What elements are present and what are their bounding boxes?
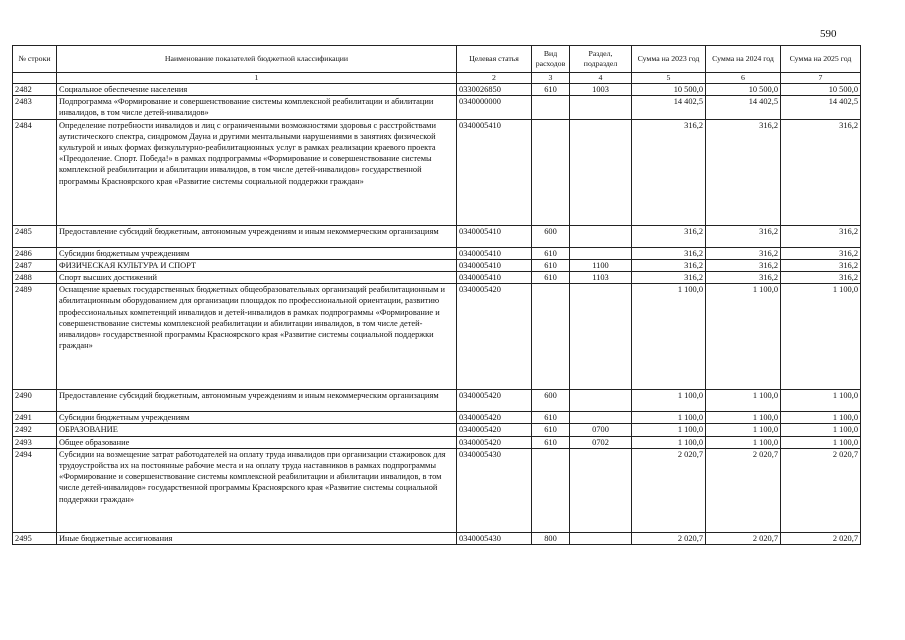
row-number-cell: 2486 [13, 247, 57, 259]
row-number-cell: 2492 [13, 424, 57, 436]
header-sum-2025: Сумма на 2025 год [781, 46, 861, 73]
row-sum-2023-cell: 1 100,0 [632, 412, 706, 424]
row-sum-2023-cell: 2 020,7 [632, 448, 706, 532]
row-section-cell: 1003 [570, 84, 632, 96]
row-target-article-cell: 0340005410 [457, 247, 532, 259]
row-sum-2025-cell: 2 020,7 [781, 448, 861, 532]
row-section-cell: 1103 [570, 272, 632, 284]
row-sum-2025-cell: 316,2 [781, 247, 861, 259]
row-name-cell: Оснащение краевых государственных бюджетных общеобразовательных организаций реабилитационным и абилитационным оборудованием для организации площадок по профессиональной ориентации, развитию профессиональных компетенций инвалидов и детей-инвалидов в рамках подпрограммы «Формирование и совершенствование системы комплексной реабилитации и абилитации инвалидов, в том числе детей-инвалидов» государственной программы Красноярского края «Развитие системы социальной поддержки граждан» [57, 284, 457, 390]
row-target-article-cell: 0340005420 [457, 390, 532, 412]
row-name-cell: Определение потребности инвалидов и лиц с ограниченными возможностями здоровья с расстройствами аутистического спектра, синдромом Дауна и другими ментальными нарушениями в занятиях физической культурой и иных формах физкультурно-реабилитационных услуг в рамках реализации краевого проекта «Преодоление. Спорт. Победа!» в рамках подпрограммы «Формирование и совершенствование системы комплексной реабилитации и абилитации инвалидов, в том числе детей-инвалидов» государственной программы Красноярского края «Развитие системы социальной поддержки граждан» [57, 119, 457, 225]
row-section-cell [570, 412, 632, 424]
row-target-article-cell: 0330026850 [457, 84, 532, 96]
budget-table [12, 45, 861, 545]
row-expense-type-cell: 800 [532, 532, 570, 544]
row-target-article-cell: 0340005410 [457, 119, 532, 225]
row-sum-2024-cell: 316,2 [706, 272, 781, 284]
table-row [13, 247, 861, 259]
row-name-cell: Субсидии бюджетным учреждениям [57, 412, 457, 424]
row-name-cell: Подпрограмма «Формирование и совершенствование системы комплексной реабилитации и абилитации инвалидов, в том числе детей-инвалидов» [57, 96, 457, 119]
table-row [13, 225, 861, 247]
table-row [13, 412, 861, 424]
row-target-article-cell: 0340005430 [457, 532, 532, 544]
row-sum-2024-cell: 1 100,0 [706, 284, 781, 390]
row-name-cell: Субсидии бюджетным учреждениям [57, 247, 457, 259]
row-expense-type-cell: 610 [532, 272, 570, 284]
column-number-4: 4 [570, 73, 632, 84]
row-expense-type-cell: 610 [532, 412, 570, 424]
row-sum-2023-cell: 1 100,0 [632, 436, 706, 448]
table-row [13, 119, 861, 225]
table-row [13, 390, 861, 412]
row-sum-2023-cell: 316,2 [632, 119, 706, 225]
row-expense-type-cell [532, 284, 570, 390]
row-number-cell: 2491 [13, 412, 57, 424]
row-section-cell [570, 448, 632, 532]
row-section-cell [570, 96, 632, 119]
row-number-cell: 2490 [13, 390, 57, 412]
column-number-2: 2 [457, 73, 532, 84]
row-sum-2025-cell: 1 100,0 [781, 284, 861, 390]
row-section-cell [570, 390, 632, 412]
table-row [13, 448, 861, 532]
row-target-article-cell: 0340005420 [457, 412, 532, 424]
table-row [13, 272, 861, 284]
row-sum-2025-cell: 316,2 [781, 119, 861, 225]
row-name-cell: Предоставление субсидий бюджетным, автономным учреждениям и иным некоммерческим организациям [57, 225, 457, 247]
row-sum-2023-cell: 14 402,5 [632, 96, 706, 119]
header-expense-type: Вид расходов [532, 46, 570, 73]
row-sum-2024-cell: 1 100,0 [706, 412, 781, 424]
row-section-cell: 0700 [570, 424, 632, 436]
header-section: Раздел, подраздел [570, 46, 632, 73]
table-row [13, 424, 861, 436]
row-target-article-cell: 0340005410 [457, 225, 532, 247]
table-row [13, 532, 861, 544]
row-sum-2024-cell: 316,2 [706, 225, 781, 247]
row-section-cell [570, 225, 632, 247]
row-target-article-cell: 0340005420 [457, 436, 532, 448]
row-target-article-cell: 0340005410 [457, 259, 532, 271]
column-number-5: 5 [632, 73, 706, 84]
row-name-cell: Субсидии на возмещение затрат работодателей на оплату труда инвалидов при организации стажировок для трудоустройства их на постоянные рабочие места и на оплату труда наставников в рамках подпрограммы «Формирование и совершенствование системы комплексной реабилитации и абилитации инвалидов, в том числе детей-инвалидов» государственной программы Красноярского края «Развитие системы социальной поддержки граждан» [57, 448, 457, 532]
row-number-cell: 2495 [13, 532, 57, 544]
row-sum-2023-cell: 316,2 [632, 247, 706, 259]
row-sum-2025-cell: 316,2 [781, 272, 861, 284]
row-sum-2023-cell: 1 100,0 [632, 284, 706, 390]
row-sum-2025-cell: 2 020,7 [781, 532, 861, 544]
row-number-cell: 2485 [13, 225, 57, 247]
row-name-cell: Общее образование [57, 436, 457, 448]
row-expense-type-cell: 610 [532, 84, 570, 96]
row-number-cell: 2493 [13, 436, 57, 448]
row-name-cell: Предоставление субсидий бюджетным, автономным учреждениям и иным некоммерческим организациям [57, 390, 457, 412]
row-section-cell [570, 119, 632, 225]
row-target-article-cell: 0340005430 [457, 448, 532, 532]
row-sum-2025-cell: 1 100,0 [781, 390, 861, 412]
table-row [13, 436, 861, 448]
header-row [13, 46, 861, 73]
header-target-article: Целевая статья [457, 46, 532, 73]
column-number-empty [13, 73, 57, 84]
row-number-cell: 2487 [13, 259, 57, 271]
row-target-article-cell: 0340005420 [457, 284, 532, 390]
row-section-cell [570, 532, 632, 544]
row-section-cell [570, 284, 632, 390]
row-sum-2024-cell: 14 402,5 [706, 96, 781, 119]
row-sum-2023-cell: 316,2 [632, 225, 706, 247]
table-row [13, 259, 861, 271]
row-name-cell: Иные бюджетные ассигнования [57, 532, 457, 544]
row-expense-type-cell: 610 [532, 424, 570, 436]
row-sum-2025-cell: 1 100,0 [781, 424, 861, 436]
row-sum-2025-cell: 1 100,0 [781, 436, 861, 448]
row-sum-2024-cell: 2 020,7 [706, 532, 781, 544]
column-number-7: 7 [781, 73, 861, 84]
table-row [13, 96, 861, 119]
row-sum-2023-cell: 1 100,0 [632, 390, 706, 412]
row-sum-2024-cell: 2 020,7 [706, 448, 781, 532]
row-sum-2025-cell: 316,2 [781, 259, 861, 271]
row-sum-2023-cell: 10 500,0 [632, 84, 706, 96]
table-row [13, 284, 861, 390]
header-row-number: № строки [13, 46, 57, 73]
row-sum-2025-cell: 1 100,0 [781, 412, 861, 424]
row-number-cell: 2488 [13, 272, 57, 284]
row-expense-type-cell: 610 [532, 436, 570, 448]
row-sum-2024-cell: 316,2 [706, 247, 781, 259]
row-name-cell: Спорт высших достижений [57, 272, 457, 284]
row-section-cell: 1100 [570, 259, 632, 271]
row-section-cell: 0702 [570, 436, 632, 448]
row-sum-2023-cell: 316,2 [632, 272, 706, 284]
header-sum-2023: Сумма на 2023 год [632, 46, 706, 73]
row-name-cell: ФИЗИЧЕСКАЯ КУЛЬТУРА И СПОРТ [57, 259, 457, 271]
row-expense-type-cell: 610 [532, 259, 570, 271]
row-section-cell [570, 247, 632, 259]
row-expense-type-cell: 610 [532, 247, 570, 259]
row-sum-2025-cell: 10 500,0 [781, 84, 861, 96]
column-number-1: 1 [57, 73, 457, 84]
row-target-article-cell: 0340005410 [457, 272, 532, 284]
row-sum-2025-cell: 14 402,5 [781, 96, 861, 119]
row-sum-2023-cell: 316,2 [632, 259, 706, 271]
column-number-3: 3 [532, 73, 570, 84]
column-number-row [13, 73, 861, 84]
row-sum-2024-cell: 1 100,0 [706, 390, 781, 412]
row-target-article-cell: 0340000000 [457, 96, 532, 119]
header-sum-2024: Сумма на 2024 год [706, 46, 781, 73]
page-number: 590 [820, 28, 837, 40]
row-name-cell: ОБРАЗОВАНИЕ [57, 424, 457, 436]
row-number-cell: 2489 [13, 284, 57, 390]
row-number-cell: 2482 [13, 84, 57, 96]
row-sum-2024-cell: 1 100,0 [706, 436, 781, 448]
row-sum-2025-cell: 316,2 [781, 225, 861, 247]
row-sum-2024-cell: 10 500,0 [706, 84, 781, 96]
row-sum-2024-cell: 316,2 [706, 259, 781, 271]
row-sum-2023-cell: 1 100,0 [632, 424, 706, 436]
row-sum-2024-cell: 1 100,0 [706, 424, 781, 436]
row-name-cell: Социальное обеспечение населения [57, 84, 457, 96]
row-expense-type-cell: 600 [532, 390, 570, 412]
column-number-6: 6 [706, 73, 781, 84]
header-name: Наименование показателей бюджетной классификации [57, 46, 457, 73]
table-body [13, 84, 861, 545]
row-number-cell: 2483 [13, 96, 57, 119]
row-expense-type-cell [532, 119, 570, 225]
row-number-cell: 2484 [13, 119, 57, 225]
row-expense-type-cell [532, 448, 570, 532]
row-sum-2024-cell: 316,2 [706, 119, 781, 225]
row-number-cell: 2494 [13, 448, 57, 532]
row-sum-2023-cell: 2 020,7 [632, 532, 706, 544]
row-target-article-cell: 0340005420 [457, 424, 532, 436]
row-expense-type-cell: 600 [532, 225, 570, 247]
table-row [13, 84, 861, 96]
row-expense-type-cell [532, 96, 570, 119]
